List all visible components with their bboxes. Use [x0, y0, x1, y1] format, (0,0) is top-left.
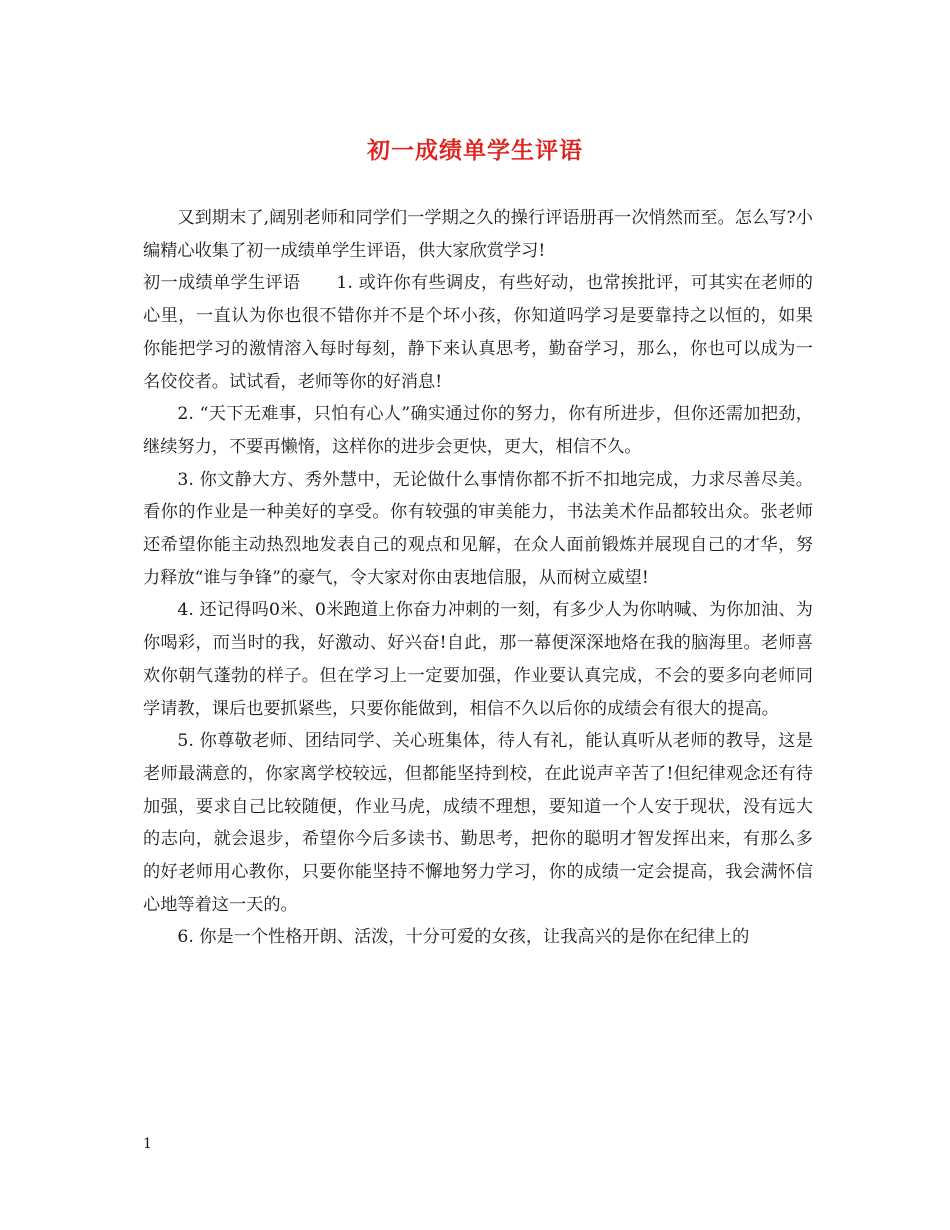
- comment-4: 4. 还记得吗0米、0米跑道上你奋力冲刺的一刻，有多少人为你呐喊、为你加油、为你喝彩，而当时的我，好激动、好兴奋!自此，那一幕便深深地烙在我的脑海里。老师喜欢你朝气蓬勃的样子。但在学习上一定要加强，作业要认真完成，不会的要多向老师同学请教，课后也要抓紧些，只要你能做到，相信不久以后你的成绩会有很大的提高。: [143, 600, 813, 719]
- section-heading: 初一成绩单学生评语: [143, 273, 301, 294]
- intro-paragraph: 又到期末了,阔别老师和同学们一学期之久的操行评语册再一次悄然而至。怎么写?小编精心收集了初一成绩单学生评语，供大家欣赏学习!: [143, 208, 813, 261]
- comment-6: 6. 你是一个性格开朗、活泼，十分可爱的女孩，让我高兴的是你在纪律上的: [177, 927, 750, 948]
- page-number: 1: [143, 1136, 152, 1152]
- comment-1: 1. 或许你有些调皮，有些好动，也常挨批评，可其实在老师的心里，一直认为你也很不错你并不是个坏小孩，你知道吗学习是要靠持之以恒的，如果你能把学习的激情溶入每时每刻，静下来认真思考，勤奋学习，那么，你也可以成为一名佼佼者。试试看，老师等你的好消息!: [143, 273, 813, 392]
- comment-3: 3. 你文静大方、秀外慧中，无论做什么事情你都不折不扣地完成，力求尽善尽美。看你的作业是一种美好的享受。你有较强的审美能力，书法美术作品都较出众。张老师还希望你能主动热烈地发表自己的观点和见解，在众人面前锻炼并展现自己的才华，努力释放“谁与争锋”的豪气，令大家对你由衷地信服，从而树立威望!: [143, 469, 813, 588]
- comment-2: 2. “天下无难事，只怕有心人”确实通过你的努力，你有所进步，但你还需加把劲，继续努力，不要再懒惰，这样你的进步会更快，更大，相信不久。: [143, 404, 813, 457]
- section-paragraph: [143, 267, 813, 398]
- comment-5: 5. 你尊敬老师、团结同学、关心班集体，待人有礼，能认真听从老师的教导，这是老师最满意的，你家离学校较远，但都能坚持到校，在此说声辛苦了!但纪律观念还有待加强，要求自己比较随便，作业马虎，成绩不理想，要知道一个人安于现状，没有远大的志向，就会退步，希望你今后多读书、勤思考，把你的聪明才智发挥出来，有那么多的好老师用心教你，只要你能坚持不懈地努力学习，你的成绩一定会提高，我会满怀信心地等着这一天的。: [143, 731, 813, 915]
- document-body: [143, 202, 813, 954]
- document-title: 初一成绩单学生评语: [367, 137, 583, 164]
